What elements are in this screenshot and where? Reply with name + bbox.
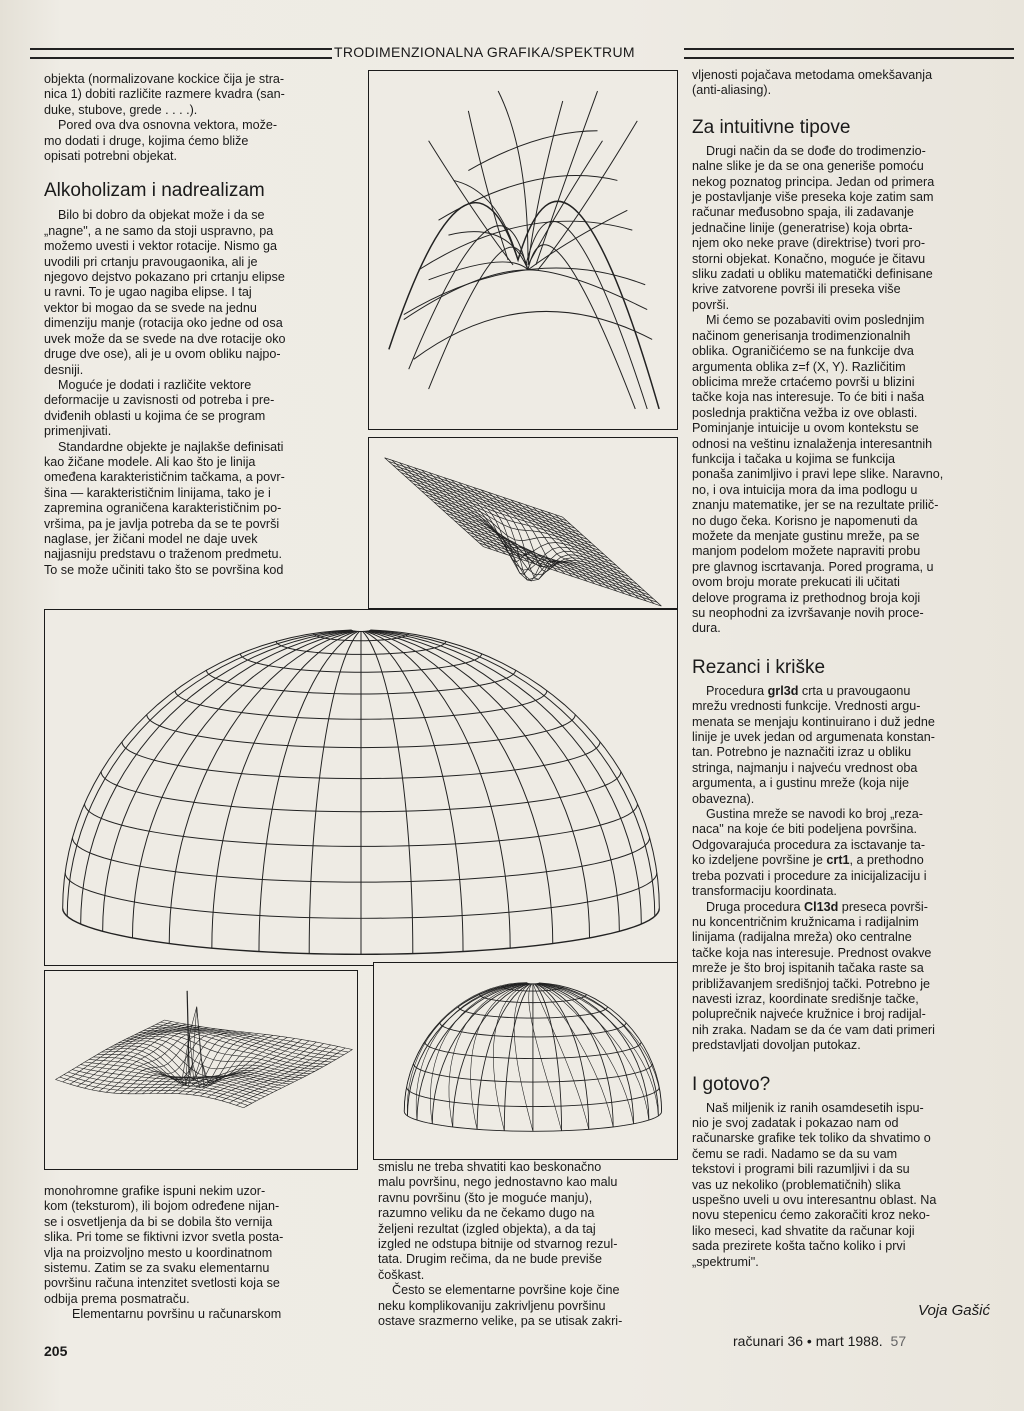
text-line: odnosi na veštinu iznalaženja interesantnih bbox=[692, 436, 933, 451]
text-line: jednačine linije (generatrise) koja obrta- bbox=[692, 220, 913, 235]
text-line: tata. Drugim rečima, da ne bude previše bbox=[378, 1252, 603, 1267]
text-line: su neophodni za izvršavanje novih proce- bbox=[692, 606, 924, 620]
text-line: mreže je što broj ispitanih tačaka raste sa bbox=[692, 961, 924, 976]
text-line: površi. bbox=[692, 297, 730, 312]
text-line: tačke koja nas interesuje. To će biti i naša bbox=[692, 390, 925, 405]
text-line: transformaciju koordinata. bbox=[692, 884, 837, 899]
text-line: vektor bi mogao da se svede na jednu bbox=[44, 300, 257, 315]
header-rule-left bbox=[30, 48, 332, 59]
text-line: površinu računa intenzitet svetlosti koja se bbox=[44, 1276, 280, 1291]
text-line: nica 1) dobiti različite razmere kvadra (san- bbox=[44, 87, 285, 102]
text-line: je postavljanje više preseka koje zatim sam bbox=[692, 190, 934, 205]
text-line: slika. Pri tome se fiktivni izvor svetla posta- bbox=[44, 1230, 284, 1245]
section-body-intuitive bbox=[692, 144, 1010, 637]
text-line: omeđena karakterističnim tačkama, a povr- bbox=[44, 470, 285, 485]
text-line: To se može učiniti tako što se površina kod bbox=[44, 562, 284, 577]
author-signature: Voja Gašić bbox=[918, 1302, 990, 1319]
text-line: Odgovarajuća procedura za isctavanje ta- bbox=[692, 837, 926, 852]
section-body-slices bbox=[692, 684, 1010, 1054]
text-line: Naš miljenik iz ranih osamdesetih ispu- bbox=[706, 1100, 924, 1115]
figure-peak-surface bbox=[44, 970, 358, 1170]
text-line: druge dve ose), ali je u ovom obliku najpo- bbox=[44, 347, 281, 362]
text-line: monohromne grafike ispuni nekim uzor- bbox=[44, 1184, 266, 1198]
text-line: zapremina ograničena karakterističnim po- bbox=[44, 501, 282, 516]
text-line: delove programa iz prethodnog broja koji bbox=[692, 590, 921, 605]
text-line: naca" na koje će biti podeljena površina. bbox=[692, 822, 918, 837]
right-column bbox=[692, 68, 1010, 1270]
text-line: nu koncentričnim kružnicama i radijalnim bbox=[692, 914, 919, 929]
text-line: argumenta, a i gustinu mreže (koja nije bbox=[692, 776, 910, 791]
text-line: poluprečnik najveće kružnice i broj radijal- bbox=[692, 1007, 926, 1022]
small-dome-wireframe bbox=[374, 963, 677, 1159]
text-line: sliku zadati u obliku matematički definisane bbox=[692, 267, 933, 282]
header-title: TRODIMENZIONALNA GRAFIKA/SPEKTRUM bbox=[334, 44, 635, 60]
text-line: odbija prema posmatraču. bbox=[44, 1291, 190, 1306]
text-line: mrežu vrednosti funkcije. Vrednosti argu- bbox=[692, 699, 921, 714]
text-line: šina — karakterističnim linijama, tako je i bbox=[44, 485, 271, 500]
text-line: Mi ćemo se pozabaviti ovim poslednjim bbox=[706, 313, 925, 328]
text-line: menata se menjaju kontinuirano i duž jedne bbox=[692, 714, 935, 729]
left-body bbox=[44, 208, 356, 578]
text-line: čoškast. bbox=[378, 1267, 425, 1282]
text-line: se i osvetljenja da bi se dobila što vernija bbox=[44, 1214, 273, 1229]
text-line: malu površinu, nego jednostavno kao malu bbox=[378, 1175, 618, 1190]
text-line: možete da menjate gustinu mreže, pa se bbox=[692, 528, 920, 543]
text-line: opisati potrebni objekat. bbox=[44, 149, 178, 164]
text-line: Pored ova dva osnovna vektora, može- bbox=[58, 118, 278, 133]
bottom-middle-text bbox=[378, 1160, 684, 1329]
header-rule-right bbox=[684, 48, 1014, 59]
text-line: tačke koja nas interesuje. Prednost ovakve bbox=[692, 945, 932, 960]
figure-small-dome bbox=[373, 962, 678, 1160]
text-line: Moguće je dodati i različite vektore bbox=[58, 377, 252, 392]
text-line: u ravni. To je ugao nagiba elipse. I taj bbox=[44, 285, 252, 300]
left-column bbox=[44, 72, 356, 578]
text-line: ovom broju morate prekucati ili učitati bbox=[692, 575, 900, 590]
text-line: manjom podelom možete napraviti probu bbox=[692, 544, 921, 559]
text-line: možemo uvesti i vektor rotacije. Nismo ga bbox=[44, 239, 278, 254]
text-line: Procedura grl3d crta u pravougaonu bbox=[706, 683, 911, 698]
text-line: njegovo dejstvo pokazano pri crtanju elipse bbox=[44, 270, 285, 285]
text-line: Druga procedura Cl13d preseca površi- bbox=[706, 899, 928, 914]
text-line: navesti izraz, koordinate središnje tačke, bbox=[692, 991, 919, 1006]
section-heading: Rezanci i kriške bbox=[692, 656, 826, 678]
text-line: Gustina mreže se navodi ko broj „reza- bbox=[706, 807, 923, 822]
text-line: no, i ova intuicija mora da ima podlogu u bbox=[692, 482, 918, 497]
text-line: nekog poznatog principa. Jedan od primera bbox=[692, 174, 935, 189]
text-line: ravnu površinu (što je moguće manju), bbox=[378, 1190, 593, 1205]
text-line: načinom generisanja trodimenzionalnih bbox=[692, 328, 911, 343]
text-line: željeni rezultat (izgled objekta), a da taj bbox=[378, 1221, 596, 1236]
text-line: tan. Potrebno je naznačiti izraz u obliku bbox=[692, 745, 912, 760]
text-line: ostave srazmerno velike, pa se utisak zakri- bbox=[378, 1314, 623, 1329]
text-line: Elementarnu površinu u računarskom bbox=[72, 1307, 282, 1322]
text-line: znanju matematike, jer se na rezultate prilič- bbox=[692, 498, 939, 513]
figure-saddle bbox=[368, 70, 678, 430]
text-line: dviđenih oblasti u kojima će se program bbox=[44, 408, 266, 423]
text-line: „spektrumi". bbox=[692, 1254, 759, 1269]
issue-page: 57 bbox=[890, 1333, 907, 1349]
text-line: tekstovi i programi bili razumljivi i da su bbox=[692, 1162, 910, 1177]
text-line: smislu ne treba shvatiti kao beskonačno bbox=[378, 1160, 602, 1174]
text-line: razumno veliku da ne čekamo dugo na bbox=[378, 1206, 595, 1221]
text-line: predstavljati dovoljan putokaz. bbox=[692, 1038, 861, 1053]
text-line: računarske grafike tek toliko da shvatimo o bbox=[692, 1131, 931, 1146]
text-line: argumenta oblika z=f (X, Y). Različitim bbox=[692, 359, 906, 374]
issue-footer bbox=[733, 1333, 906, 1349]
text-line: sistemu. Zatim se za svaku elementarnu bbox=[44, 1261, 270, 1276]
bottom-left-text bbox=[44, 1184, 356, 1323]
text-line: ponaša zanimljivo i pravi lepe slike. Naravno, bbox=[692, 467, 944, 482]
text-line: duke, stubove, grede . . . .). bbox=[44, 102, 198, 117]
text-line: uvek može da se svede na dve rotacije oko bbox=[44, 331, 286, 346]
text-line: poslednja praktična vežba iz ove oblasti. bbox=[692, 405, 918, 420]
text-line: Drugi način da se dođe do trodimenzio- bbox=[706, 143, 926, 158]
section-heading: Za intuitivne tipove bbox=[692, 116, 851, 138]
saddle-wireframe bbox=[369, 71, 677, 429]
page-header bbox=[18, 44, 1018, 60]
text-line: deformacije u zavisnosti od potreba i pre- bbox=[44, 393, 275, 408]
text-line: najjasniju predstavu o traženom predmetu. bbox=[44, 547, 283, 562]
text-line: uvodili pri crtanju pravougaonika, ali je bbox=[44, 254, 258, 269]
page-number: 205 bbox=[44, 1343, 68, 1359]
text-line: sada prezirete košta tačno koliko i prvi bbox=[692, 1239, 906, 1254]
text-line: kao žičane modele. Ali kao što je linija bbox=[44, 454, 256, 469]
text-line: Pominjanje intuicije u ovom kontekstu se bbox=[692, 421, 919, 436]
left-intro bbox=[44, 72, 356, 164]
section-heading: I gotovo? bbox=[692, 1073, 771, 1095]
section-heading: Alkoholizam i nadrealizam bbox=[44, 180, 265, 202]
text-line: mo dodati i druge, kojima ćemo bliže bbox=[44, 133, 249, 148]
text-line: njem oko neke prave (direktrise) tvori pro- bbox=[692, 236, 926, 251]
text-line: Bilo bi dobro da objekat može i da se bbox=[58, 208, 265, 223]
text-line: računar međusobno spaja, ili zadavanje bbox=[692, 205, 914, 220]
text-line: treba pozvati i procedure za inicijalizaciju i bbox=[692, 868, 927, 883]
text-line: (anti-aliasing). bbox=[692, 83, 772, 98]
text-line: oblika. Ograničićemo se na funkcije dva bbox=[692, 344, 914, 359]
flat-grid-with-dip bbox=[369, 438, 677, 608]
text-line: funkcija i tačaka u kojima se funkcija bbox=[692, 451, 895, 466]
text-line: storni objekat. Konačno, moguće je čitavu bbox=[692, 251, 926, 266]
text-line: vas uz nekoliko (problematičnih) slika bbox=[692, 1177, 901, 1192]
text-line: objekta (normalizovane kockice čija je stra- bbox=[44, 72, 285, 86]
text-line: ko izdeljene površine je crt1, a prethodno bbox=[692, 853, 924, 868]
text-line: Standardne objekte je najlakše definisati bbox=[58, 439, 284, 454]
text-line: desniji. bbox=[44, 362, 84, 377]
text-line: neku komplikovaniju zakrivljenu površinu bbox=[378, 1298, 606, 1313]
text-line: nih zraka. Nadam se da će vam dati primeri bbox=[692, 1022, 935, 1037]
large-dome-wireframe bbox=[45, 610, 677, 965]
text-line: no dugo čeka. Korisno je napomenuti da bbox=[692, 513, 918, 528]
issue-label: računari 36 • mart 1988. bbox=[733, 1333, 883, 1349]
section-body-done bbox=[692, 1101, 1010, 1270]
text-line: nio je svoj zadatak i pokazao nam od bbox=[692, 1115, 899, 1130]
text-line: pre glavnog iscrtavanja. Pored programa, u bbox=[692, 559, 934, 574]
text-line: dimenziju manje (rotacija oko jedne od osa bbox=[44, 316, 283, 331]
text-line: obavezna). bbox=[692, 791, 755, 806]
text-line: vršima, pa je javlja potreba da se te površi bbox=[44, 516, 280, 531]
text-line: naglase, jer žičani model ne daje uvek bbox=[44, 531, 258, 546]
figure-flat-grid bbox=[368, 437, 678, 609]
text-line: izgled ne odstupa bitnije od stvarnog rezul- bbox=[378, 1237, 618, 1252]
text-line: oblicima mreže crtaćemo površi u blizini bbox=[692, 374, 915, 389]
text-line: „nagne", a ne samo da stoji uspravno, pa bbox=[44, 223, 274, 238]
text-line: stringa, najmanju i najveću vrednost oba bbox=[692, 760, 918, 775]
text-line: novu stepenicu ćemo zakoračiti kroz neko- bbox=[692, 1208, 930, 1223]
text-line: linije je uvek jedan od argumenata konstan- bbox=[692, 730, 935, 745]
text-line: vlja na proizvoljno mesto u koordinatnom bbox=[44, 1245, 273, 1260]
text-line: čemu se radi. Nadamo se da su vam bbox=[692, 1146, 898, 1161]
text-line: nalne slike je da se ona generiše pomoću bbox=[692, 159, 924, 174]
text-line: primenjivati. bbox=[44, 424, 112, 439]
text-line: približavanjem središnjoj tački. Potrebno je bbox=[692, 976, 930, 991]
text-line: linijama (radijalna mreža) oko centralne bbox=[692, 930, 912, 945]
text-line: Često se elementarne površine koje čine bbox=[392, 1283, 620, 1298]
text-line: dura. bbox=[692, 621, 721, 636]
figure-dome bbox=[44, 609, 678, 966]
text-line: krive zatvorene površi ili preseka više bbox=[692, 282, 901, 297]
text-line: kom (teksturom), ili bojom određene nijan- bbox=[44, 1199, 280, 1214]
text-line: uspešno uveli u ovu interesantnu oblast. Na bbox=[692, 1193, 937, 1207]
peak-surface-wireframe bbox=[45, 971, 357, 1169]
text-line: vljenosti pojačava metodama omekšavanja bbox=[692, 68, 933, 82]
text-line: liko meseci, kad shvatite da računar koji bbox=[692, 1223, 915, 1238]
